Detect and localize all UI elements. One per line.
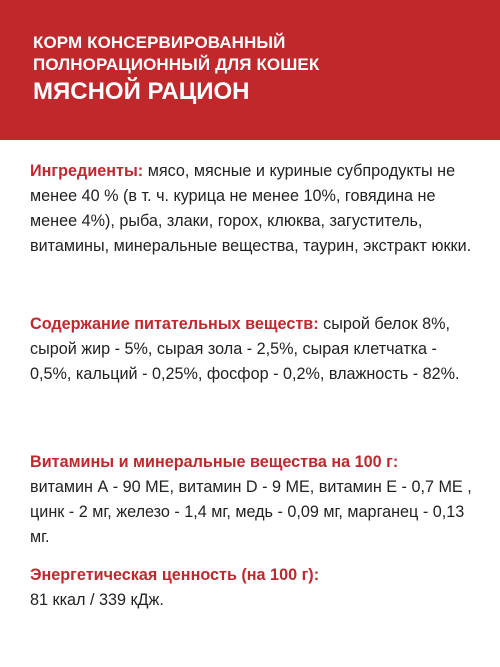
- nutrients-text: сырой белок 8%, сырой жир - 5%, сырая зола - 2,5%, сырая клетчатка - 0,5%, кальций - 0,25%, фосфор - 0,2%, влажность - 82%.: [30, 315, 460, 383]
- nutrients-label: Содержание питательных веществ:: [30, 315, 319, 333]
- ingredients-section: [30, 159, 480, 259]
- header-banner: [0, 0, 500, 140]
- header-line-1: КОРМ КОНСЕРВИРОВАННЫЙ: [33, 33, 286, 52]
- energy-text: 81 ккал / 339 кДж.: [30, 591, 164, 609]
- energy-label: Энергетическая ценность (на 100 г):: [30, 566, 320, 584]
- nutrients-section: [30, 312, 480, 387]
- header-line-2: ПОЛНОРАЦИОННЫЙ ДЛЯ КОШЕК: [33, 55, 320, 74]
- vitamins-text: витамин А - 90 МЕ, витамин D - 9 МЕ, витамин Е - 0,7 МЕ , цинк - 2 мг, железо - 1,4 мг, медь - 0,09 мг, марганец - 0,13 мг.: [30, 478, 472, 546]
- vitamins-section: [30, 450, 480, 550]
- ingredients-label: Ингредиенты:: [30, 162, 144, 180]
- vitamins-label: Витамины и минеральные вещества на 100 г:: [30, 453, 399, 471]
- energy-section: [30, 563, 480, 613]
- ingredients-text: мясо, мясные и куриные субпродукты не менее 40 % (в т. ч. курица не менее 10%, говядина не менее 4%), рыба, злаки, горох, клюква, загуститель, витамины, минеральные вещества, таурин, экстракт юкки.: [30, 162, 472, 255]
- product-name: МЯСНОЙ РАЦИОН: [33, 78, 250, 105]
